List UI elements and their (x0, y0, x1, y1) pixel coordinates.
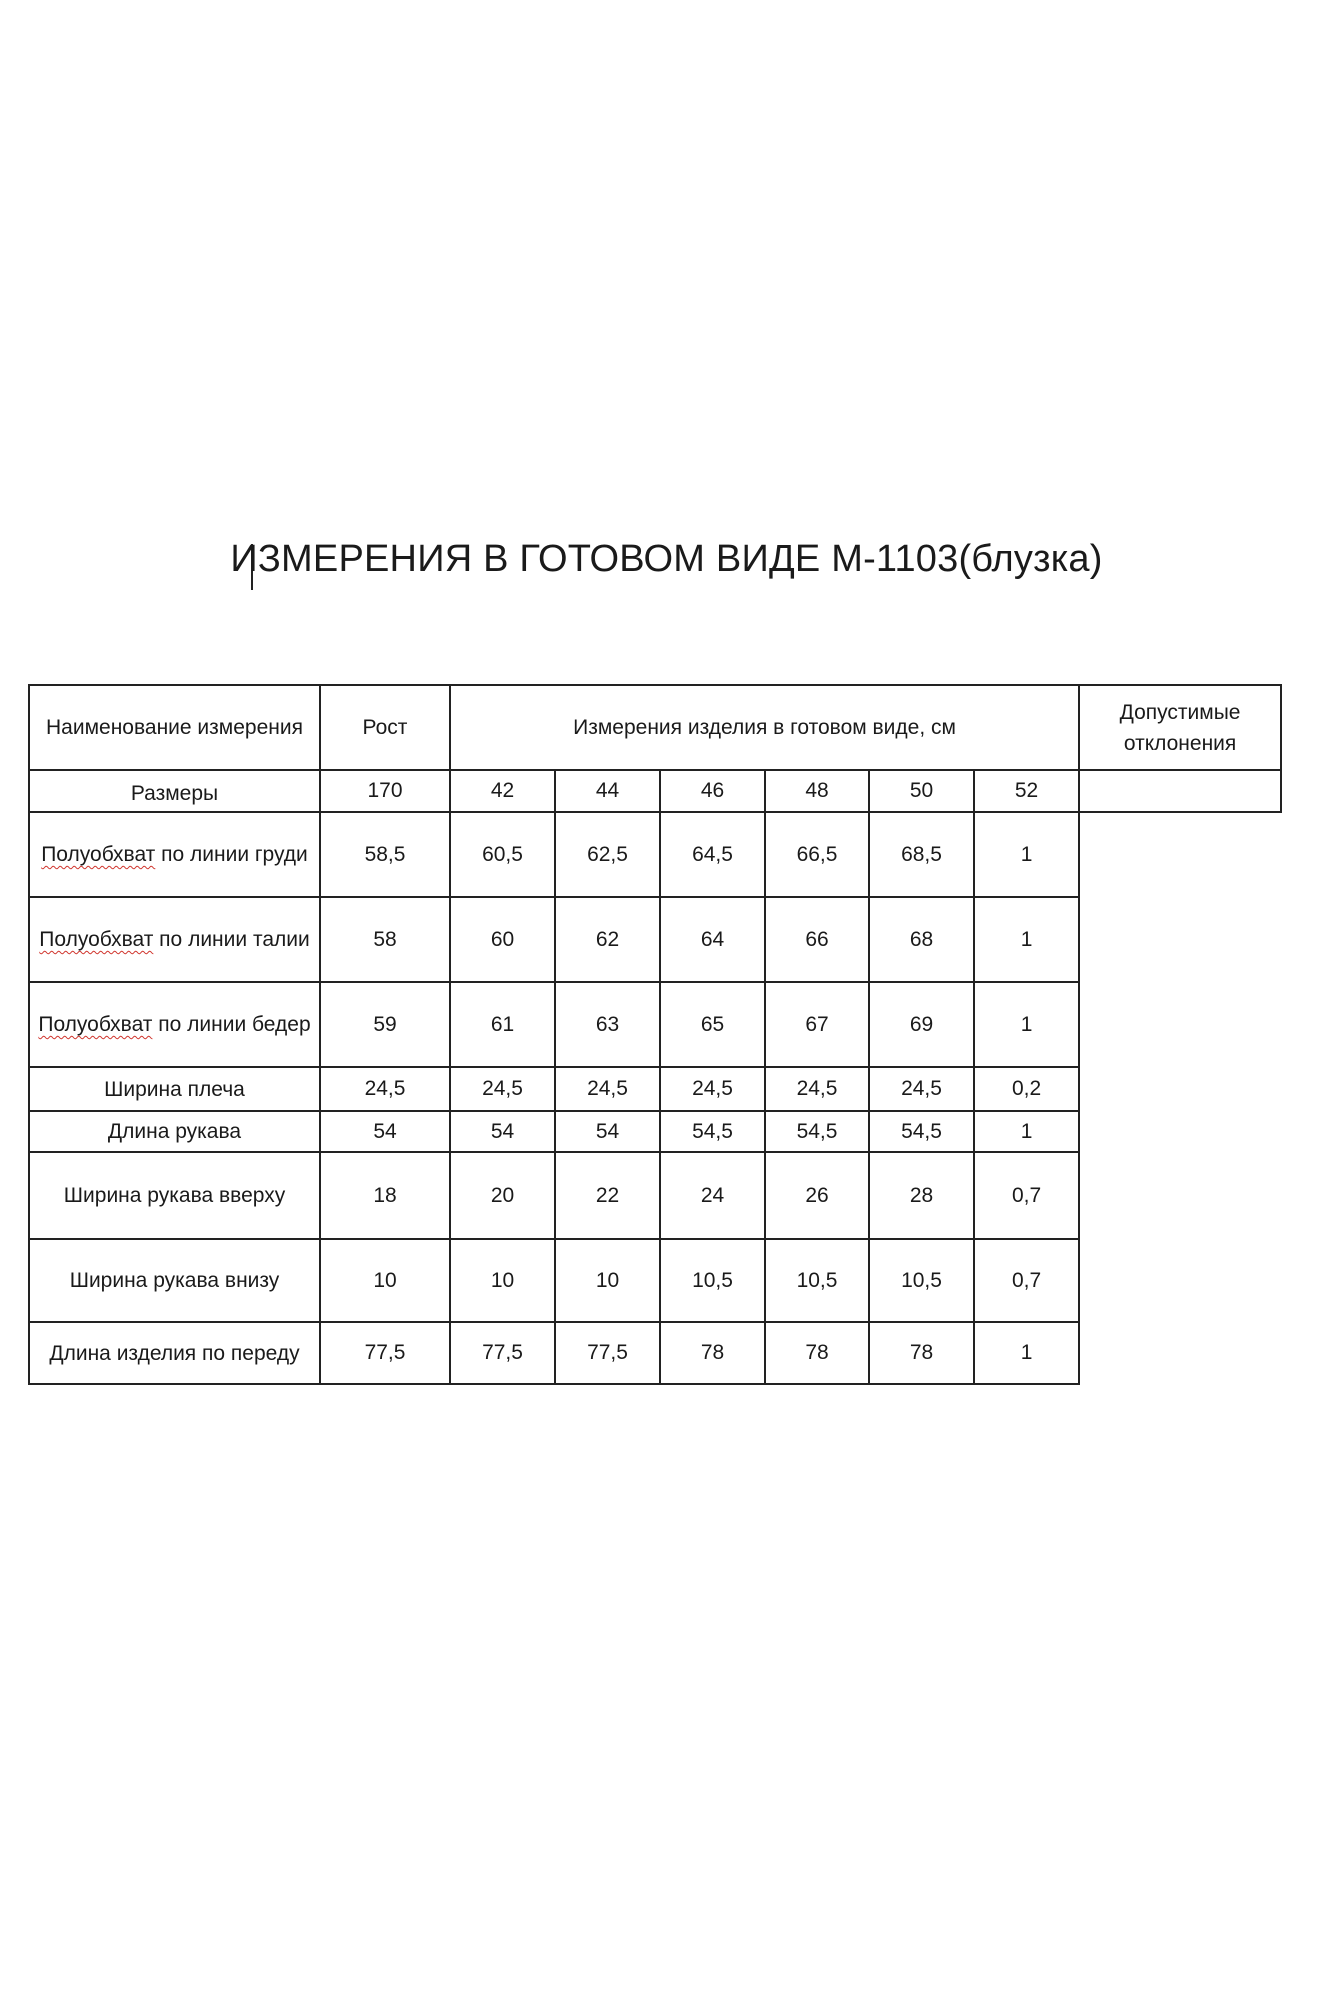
tolerance-cell: 1 (974, 982, 1079, 1067)
value-cell: 65 (660, 982, 765, 1067)
measurement-name-text: Ширина плеча (104, 1077, 245, 1101)
value-cell: 64 (660, 897, 765, 982)
spellcheck-word: Полуобхват (38, 1013, 153, 1036)
value-cell: 58,5 (320, 812, 450, 897)
value-cell: 24,5 (450, 1067, 555, 1111)
value-cell: 24,5 (660, 1067, 765, 1111)
value-cell: 10,5 (660, 1239, 765, 1322)
value-cell: 59 (320, 982, 450, 1067)
value-cell: 63 (555, 982, 660, 1067)
header-name: Наименование измерения (29, 685, 320, 770)
value-cell: 61 (450, 982, 555, 1067)
sizes-row (29, 770, 1281, 812)
measurement-name (29, 812, 320, 897)
page-title: ИЗМЕРЕНИЯ В ГОТОВОМ ВИДЕ М-1103(блузка) (230, 538, 1103, 580)
measurement-name-text: по линии бедер (152, 1013, 311, 1036)
measurement-name (29, 897, 320, 982)
value-cell: 54 (320, 1111, 450, 1152)
value-cell: 67 (765, 982, 869, 1067)
sizes-label: Размеры (29, 770, 320, 812)
value-cell: 24 (660, 1152, 765, 1239)
size-cell: 48 (765, 770, 869, 812)
value-cell: 10 (555, 1239, 660, 1322)
tolerance-cell: 0,7 (974, 1152, 1079, 1239)
value-cell: 62,5 (555, 812, 660, 897)
table-row (29, 1067, 1281, 1111)
measurement-name (29, 1111, 320, 1152)
value-cell: 22 (555, 1152, 660, 1239)
value-cell: 54 (555, 1111, 660, 1152)
size-cell: 42 (450, 770, 555, 812)
value-cell: 26 (765, 1152, 869, 1239)
value-cell: 28 (869, 1152, 974, 1239)
value-cell: 78 (765, 1322, 869, 1384)
rost-value: 170 (320, 770, 450, 812)
value-cell: 62 (555, 897, 660, 982)
measurement-rows (29, 812, 1281, 1384)
value-cell: 77,5 (555, 1322, 660, 1384)
table-row (29, 982, 1281, 1067)
size-tolerance-empty (1079, 770, 1281, 812)
value-cell: 24,5 (555, 1067, 660, 1111)
value-cell: 10,5 (765, 1239, 869, 1322)
tolerance-cell: 0,2 (974, 1067, 1079, 1111)
value-cell: 54 (450, 1111, 555, 1152)
value-cell: 68,5 (869, 812, 974, 897)
measurement-name (29, 1322, 320, 1384)
value-cell: 54,5 (765, 1111, 869, 1152)
value-cell: 24,5 (869, 1067, 974, 1111)
measurement-name (29, 1067, 320, 1111)
measurement-name (29, 982, 320, 1067)
header-tolerance: Допустимые отклонения (1079, 685, 1281, 770)
size-cell: 46 (660, 770, 765, 812)
value-cell: 68 (869, 897, 974, 982)
value-cell: 24,5 (320, 1067, 450, 1111)
value-cell: 64,5 (660, 812, 765, 897)
table-row (29, 897, 1281, 982)
value-cell: 20 (450, 1152, 555, 1239)
value-cell: 18 (320, 1152, 450, 1239)
tolerance-cell: 0,7 (974, 1239, 1079, 1322)
value-cell: 54,5 (869, 1111, 974, 1152)
spellcheck-word: Полуобхват (41, 843, 156, 866)
measurements-table (28, 684, 1282, 1385)
measurement-name (29, 1152, 320, 1239)
value-cell: 54,5 (660, 1111, 765, 1152)
value-cell: 78 (869, 1322, 974, 1384)
table-row (29, 1322, 1281, 1384)
size-cell: 52 (974, 770, 1079, 812)
value-cell: 60 (450, 897, 555, 982)
value-cell: 24,5 (765, 1067, 869, 1111)
table-row (29, 1111, 1281, 1152)
tolerance-cell: 1 (974, 1111, 1079, 1152)
measurement-name-text: Ширина рукава вверху (63, 1184, 286, 1207)
value-cell: 58 (320, 897, 450, 982)
table-row (29, 1152, 1281, 1239)
header-rost: Рост (320, 685, 450, 770)
spellcheck-word: Полуобхват (39, 928, 154, 951)
value-cell: 10 (320, 1239, 450, 1322)
tolerance-cell: 1 (974, 897, 1079, 982)
tolerance-cell: 1 (974, 812, 1079, 897)
value-cell: 78 (660, 1322, 765, 1384)
value-cell: 77,5 (450, 1322, 555, 1384)
header-row (29, 685, 1281, 770)
measurement-name-text: Длина изделия по переду (49, 1341, 300, 1365)
size-cell: 44 (555, 770, 660, 812)
measurement-name-text: Ширина рукава внизу (69, 1269, 280, 1292)
measurement-name-text: по линии груди (155, 843, 308, 866)
value-cell: 69 (869, 982, 974, 1067)
table-row (29, 1239, 1281, 1322)
value-cell: 66 (765, 897, 869, 982)
measurement-name-text: Длина рукава (107, 1120, 242, 1143)
size-cell: 50 (869, 770, 974, 812)
value-cell: 77,5 (320, 1322, 450, 1384)
measurement-name-text: по линии талии (153, 928, 310, 951)
measurement-name (29, 1239, 320, 1322)
value-cell: 60,5 (450, 812, 555, 897)
value-cell: 10 (450, 1239, 555, 1322)
header-measurements: Измерения изделия в готовом виде, см (450, 685, 1079, 770)
tolerance-cell: 1 (974, 1322, 1079, 1384)
table-row (29, 812, 1281, 897)
value-cell: 66,5 (765, 812, 869, 897)
value-cell: 10,5 (869, 1239, 974, 1322)
